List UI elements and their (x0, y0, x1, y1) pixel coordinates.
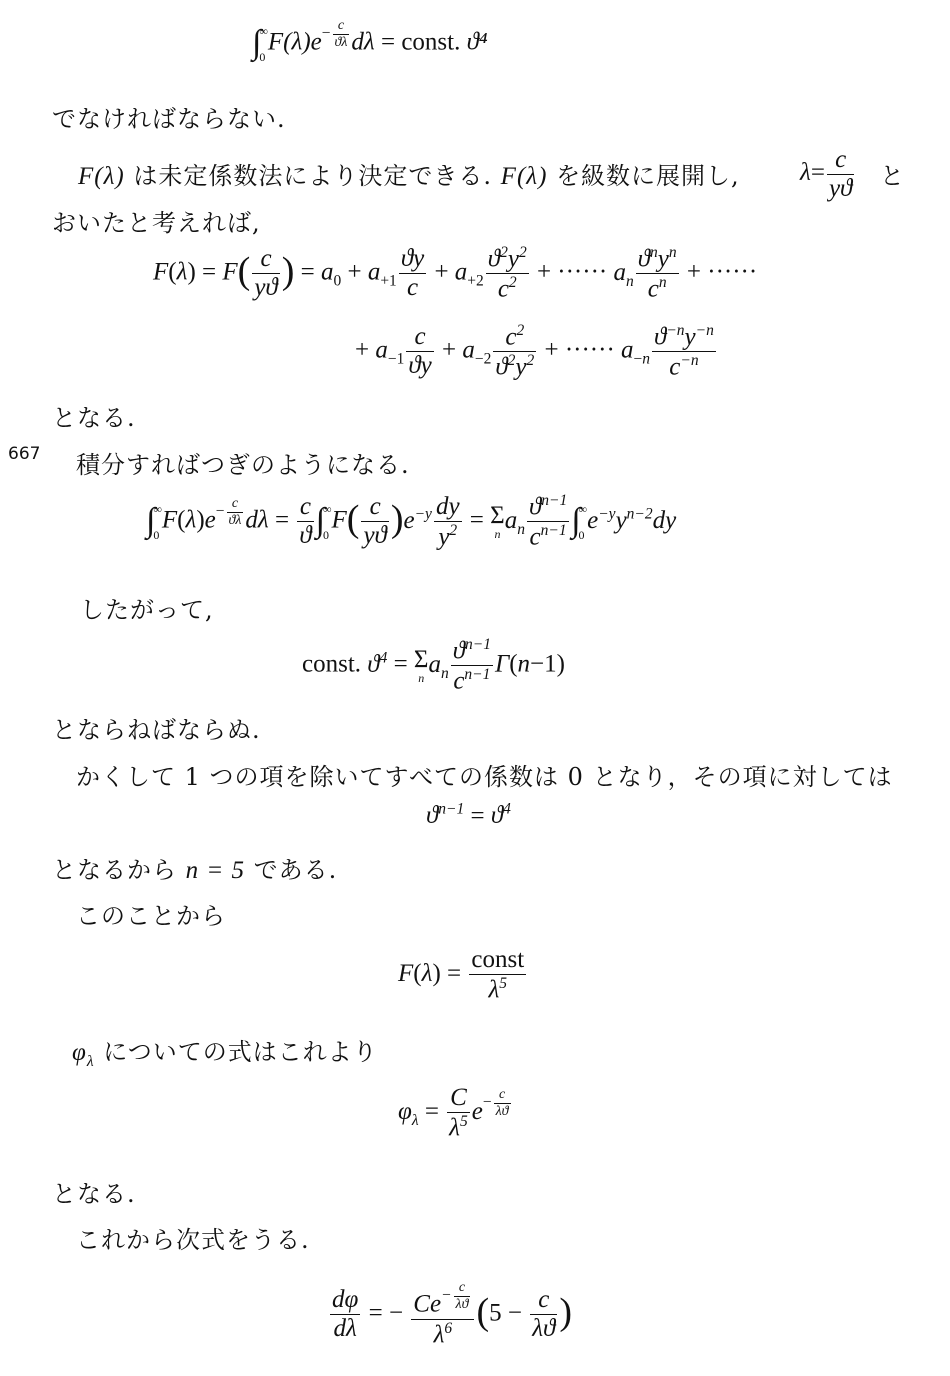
text-line-8: かくして 1 つの項を除いてすべての係数は 0 となり，その項に対しては (76, 763, 893, 791)
integral-equation: ∫ ∞ 0 F(λ)e− $\frac{c}{ϑ\lambda}$ dλ = $\frac{c}{ϑ}$ ∫ ∞ 0 F( $\frac{c}{yϑ}$ )$e^{-y}$ $\frac{dy}{y^2}$ = Σ n $a_n$ $\frac{ϑ^{n-1}}{c^{n-1}}$ ∫ ∞ 0 $e^{-y}y^{n-2}dy$ (146, 492, 677, 551)
text-line-1: でなければならない. (52, 105, 286, 133)
series-expansion-line-1: F(λ) = F( $\frac{c}{yϑ}$ ) = $a_0 + a_{+1}$ $\frac{ϑy}{c}$ + $a_{+2}$ $\frac{ϑ^2y^2}{c^2}$ + ······ $a_n$ $ϑ^ny^n$ $c^n$ + ······ (153, 244, 758, 303)
lambda-substitution: λ= $\frac{c}{yϑ}$ (800, 146, 853, 202)
text-line-13: これから次式をうる. (76, 1226, 310, 1254)
const-equation: const. $ϑ^4 = \Sigma$ n $a_n$ $\frac{ϑ^{n-1}}{c^{n-1}}$ Γ(n−1) (302, 636, 565, 695)
theta-equation: $ϑ^{n-1} = ϑ^4$ (426, 801, 511, 830)
text-line-2: F(λ) は未定係数法により決定できる. F(λ) を級数に展開し, (78, 162, 740, 190)
phi-equation: $\varphi_\lambda$ = $\frac{C}{\lambda^5}$ e− $\frac{c}{\lambda ϑ}$ (398, 1084, 509, 1142)
text-line-9: となるから n = 5 である. (52, 856, 338, 884)
series-expansion-line-2: + $a_{-1}$ $\frac{c}{ϑy}$ + $a_{-2}$ $\frac{c^2}{ϑ^2y^2}$ + ······ $a_{-n}$ $\frac{ϑ^{-n}y^{-n}}{c^{-n}}$ (355, 322, 714, 381)
derivative-equation: $\frac{d\varphi}{d\lambda}$ = − Ce− $\frac{c}{\lambda ϑ}$ $\lambda^6$ (5 − $\frac{c}{\lambda ϑ}$ ) (332, 1280, 572, 1349)
text-line-2-end: と (880, 162, 905, 190)
text-line-10: このことから (76, 902, 226, 930)
text-line-6: したがって, (80, 596, 214, 624)
text-line-12: となる. (52, 1180, 136, 1208)
equation-1: ∫ ∞ 0 F(λ)e− $\frac{c}{ϑ\lambda}$ dλ = const. ϑ⁴ (252, 18, 488, 64)
text-line-3: おいたと考えれば, (52, 209, 261, 237)
text-line-7: とならねばならぬ. (52, 716, 261, 744)
page-number: 667 (8, 444, 41, 464)
text-line-5: 積分すればつぎのようになる. (76, 451, 410, 479)
f-lambda-equation: F(λ) = const $\lambda^5$ (398, 946, 525, 1004)
text-line-11: $\varphi_\lambda$ についての式はこれより (72, 1038, 378, 1070)
text-line-4: となる. (52, 404, 136, 432)
